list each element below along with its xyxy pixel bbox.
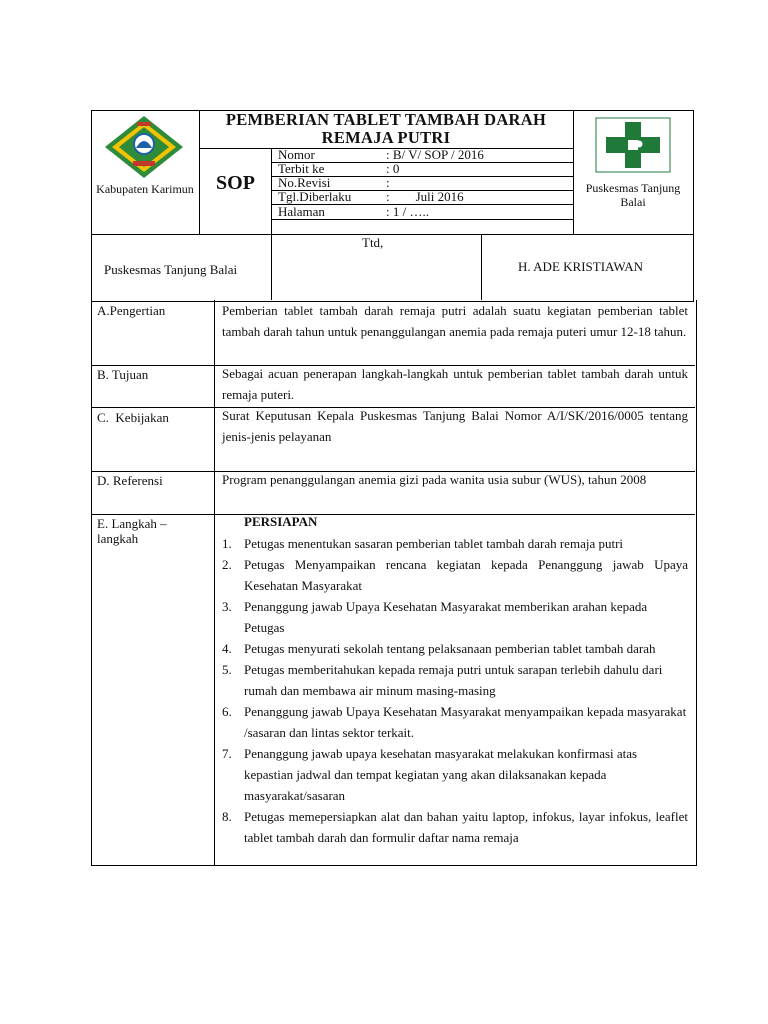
sign-org: Puskesmas Tanjung Balai <box>104 262 238 277</box>
section-label-langkah: E. Langkah – langkah <box>97 516 167 546</box>
meta-value: : 0 <box>386 161 400 176</box>
meta-value: : B/ V/ SOP / 2016 <box>386 147 484 162</box>
meta-label: Halaman <box>278 204 325 219</box>
sign-name: H. ADE KRISTIAWAN <box>518 259 643 274</box>
langkah-heading: PERSIAPAN <box>244 514 318 529</box>
step-text: Petugas memepersiapkan alat dan bahan yaitu laptop, infokus, layar infokus, leaflet tablet tambah darah dan formulir daftar nama remaja <box>244 809 688 845</box>
section-label-tujuan: B. Tujuan <box>97 367 149 382</box>
puskesmas-logo <box>592 114 674 176</box>
meta-row-tgl <box>278 190 572 204</box>
list-item: 4. Petugas menyurati sekolah tentang pelaksanaan pemberian tablet tambah darah <box>222 641 656 656</box>
meta-value: : 1 / ….. <box>386 204 429 219</box>
meta-row-revisi <box>278 176 572 190</box>
divider <box>271 148 272 234</box>
section-label-pengertian: A.Pengertian <box>97 303 166 318</box>
divider <box>271 234 272 300</box>
step-text: Penanggung jawab upaya kesehatan masyarakat melakukan konfirmasi atas kepastian jadwal dan tempat kegiatan yang akan dilaksanakan kepada masyarakat/sasaran <box>244 746 638 803</box>
section-label-kebijakan: C. Kebijakan <box>97 410 169 425</box>
meta-value: : <box>386 175 390 190</box>
meta-row-terbit <box>278 162 572 176</box>
kabupaten-label: Kabupaten Karimun <box>96 182 194 196</box>
list-item: 2. Petugas Menyampaikan rencana kegiatan kepada Penanggung jawab Upaya Kesehatan Masyarakat <box>222 557 688 593</box>
list-item: 5. Petugas memberitahukan kepada remaja putri untuk sarapan terlebih dahulu dari rumah dan membawa air minum masing-masing <box>222 662 663 698</box>
meta-row-halaman <box>278 204 572 219</box>
step-text: Petugas menyurati sekolah tentang pelaksanaan pemberian tablet tambah darah <box>244 641 656 656</box>
meta-value: : Juli 2016 <box>386 189 464 204</box>
meta-table <box>278 148 572 219</box>
list-item: 3. Penanggung jawab Upaya Kesehatan Masyarakat memberikan arahan kepada Petugas <box>222 599 648 635</box>
meta-label: Terbit ke <box>278 161 325 176</box>
step-text: Petugas menentukan sasaran pemberian tablet tambah darah remaja putri <box>244 536 624 551</box>
divider <box>214 300 215 865</box>
page-title: PEMBERIAN TABLET TAMBAH DARAH REMAJA PUTRI <box>225 110 547 147</box>
list-item: 8. Petugas memepersiapkan alat dan bahan yaitu laptop, infokus, layar infokus, leaflet tablet tambah darah dan formulir daftar nama remaja <box>222 809 688 845</box>
list-item: 6. Penanggung jawab Upaya Kesehatan Masyarakat menyampaikan kepada masyarakat /sasaran dan lintas sektor terkait. <box>222 704 687 740</box>
divider <box>573 110 574 234</box>
list-item: 1. Petugas menentukan sasaran pemberian tablet tambah darah remaja putri <box>222 536 624 551</box>
section-text-kebijakan: Surat Keputusan Kepala Puskesmas Tanjung Balai Nomor A/I/SK/2016/0005 tentang jenis-jenis pelayanan <box>222 408 688 444</box>
meta-label: Nomor <box>278 147 315 162</box>
steps-list-wrap <box>219 533 688 865</box>
meta-label: Tgl.Diberlaku <box>278 189 352 204</box>
meta-label: No.Revisi <box>278 175 331 190</box>
sign-ttd: Ttd, <box>362 235 384 250</box>
step-text: Penanggung jawab Upaya Kesehatan Masyarakat memberikan arahan kepada Petugas <box>244 599 648 635</box>
divider <box>481 234 482 300</box>
sop-label: SOP <box>216 172 255 194</box>
section-text-referensi: Program penanggulangan anemia gizi pada wanita usia subur (WUS), tahun 2008 <box>222 472 647 487</box>
step-text: Petugas Menyampaikan rencana kegiatan kepada Penanggung jawab Upaya Kesehatan Masyarakat <box>244 557 688 593</box>
section-text-pengertian: Pemberian tablet tambah darah remaja putri adalah suatu kegiatan pemberian tablet tambah darah tahun untuk penanggulangan anemia pada remaja puteri umur 12-18 tahun. <box>222 303 688 339</box>
divider <box>91 514 695 515</box>
step-text: Petugas memberitahukan kepada remaja putri untuk sarapan terlebih dahulu dari rumah dan membawa air minum masing-masing <box>244 662 663 698</box>
list-item: 7. Penanggung jawab upaya kesehatan masyarakat melakukan konfirmasi atas kepastian jadwal dan tempat kegiatan yang akan dilaksanakan kepada masyarakat/sasaran <box>222 746 638 803</box>
meta-row-nomor <box>278 148 572 162</box>
kabupaten-karimun-logo <box>103 114 185 180</box>
section-text-tujuan: Sebagai acuan penerapan langkah-langkah untuk pemberian tablet tambah darah untuk remaja puteri. <box>222 366 688 402</box>
section-label-referensi: D. Referensi <box>97 473 163 488</box>
puskesmas-label: Puskesmas Tanjung Balai <box>585 181 681 209</box>
divider <box>271 219 573 220</box>
steps-list <box>219 533 688 848</box>
step-text: Penanggung jawab Upaya Kesehatan Masyarakat menyampaikan kepada masyarakat /sasaran dan lintas sektor terkait. <box>244 704 687 740</box>
